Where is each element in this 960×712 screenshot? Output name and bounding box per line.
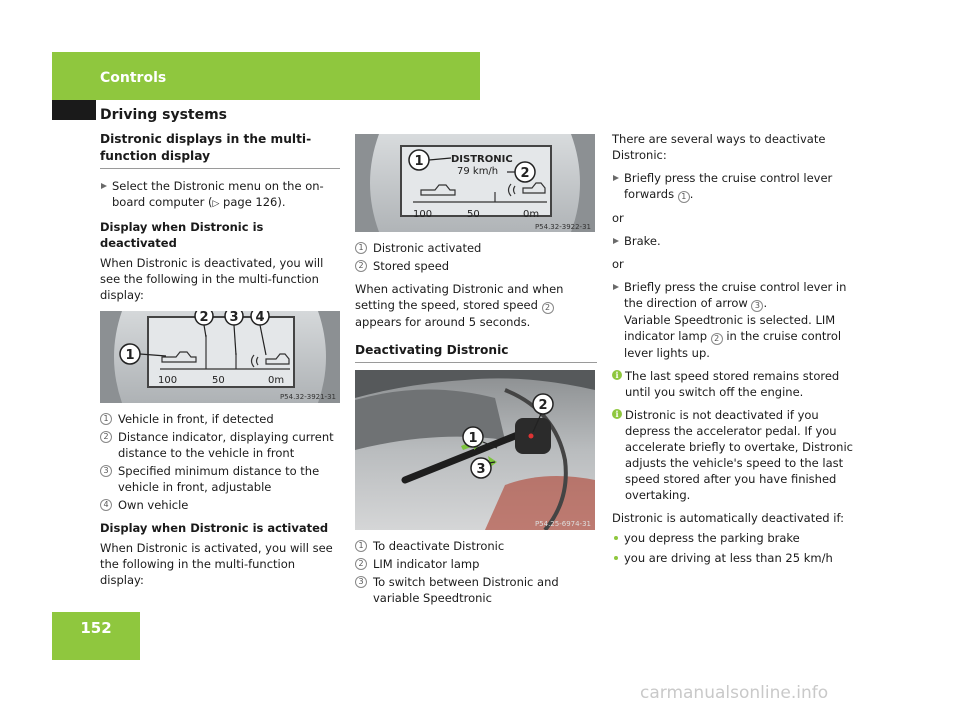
scale-label: 0m [268, 375, 285, 386]
svg-text:2: 2 [520, 166, 530, 181]
figure-display-activated [355, 134, 595, 232]
bullet-item: you depress the parking brake [612, 530, 856, 546]
section-heading: Deactivating Distronic [355, 342, 597, 363]
section-heading: Distronic displays in the multi-function display [100, 131, 340, 169]
legend-item: 1 Vehicle in front, if detected [100, 411, 340, 427]
figure-code: P54.25-6974-31 [534, 520, 591, 528]
paragraph: When Distronic is activated, you will see the following in the multi-function display: [100, 541, 333, 587]
info-icon: i [612, 409, 622, 419]
watermark: carmanualsonline.info [640, 683, 829, 703]
legend-list [355, 240, 597, 274]
instruction-step: Briefly press the cruise control lever in the direction of arrow 3 . Variable Speedtronic is selected. LIM indicator lamp 2 in the cruise control lever lights up. [612, 279, 856, 361]
legend-list [100, 411, 340, 513]
scale-label: 0m [523, 209, 540, 220]
svg-text:3: 3 [229, 311, 239, 325]
display-title: DISTRONIC [451, 154, 513, 165]
paragraph: There are several ways to deactivate Distronic: [612, 132, 826, 162]
page-title: Driving systems [100, 107, 228, 123]
legend-list [355, 538, 597, 606]
legend-item: 2 Distance indicator, displaying current distance to the vehicle in front [100, 429, 340, 461]
page-ref-arrow-icon: ▷ [212, 199, 220, 209]
scale-label: 50 [467, 209, 480, 220]
svg-text:1: 1 [414, 154, 424, 169]
info-icon: i [612, 370, 622, 380]
instruction-step: Briefly press the cruise control lever forwards 1 . [612, 170, 856, 203]
legend-item: 2 Stored speed [355, 258, 597, 274]
scale-label: 100 [413, 209, 433, 220]
figure-code: P54.32-3921-31 [279, 393, 336, 401]
paragraph: When activating Distronic and when setting the speed, stored speed 2 appears for around 5 seconds. [355, 282, 564, 329]
figure-cruise-lever [355, 370, 595, 530]
legend-item: 1 Distronic activated [355, 240, 597, 256]
legend-item: 3 Specified minimum distance to the vehicle in front, adjustable [100, 463, 340, 495]
svg-text:2: 2 [538, 398, 548, 413]
column-right [612, 131, 856, 566]
paragraph: or [612, 211, 624, 225]
paragraph: Distronic is automatically deactivated if: [612, 511, 844, 525]
instruction-step: Brake. [612, 233, 856, 249]
svg-text:4: 4 [255, 311, 265, 325]
svg-text:1: 1 [468, 431, 478, 446]
paragraph: or [612, 257, 624, 271]
legend-item: 1 To deactivate Distronic [355, 538, 597, 554]
column-middle [355, 134, 597, 606]
figure-code: P54.32-3922-31 [534, 223, 591, 231]
svg-text:1: 1 [125, 348, 135, 363]
scale-label: 50 [212, 375, 225, 386]
scale-label: 100 [158, 375, 178, 386]
svg-text:2: 2 [199, 311, 209, 325]
instruction-step: Select the Distronic menu on the on-board computer (▷ page 126). [100, 178, 340, 212]
legend-item: 4 Own vehicle [100, 497, 340, 513]
section-title: Controls [100, 70, 167, 86]
page-number: 152 [80, 619, 112, 637]
figure-display-deactivated [100, 311, 340, 403]
info-note: i The last speed stored remains stored until you switch off the engine. [612, 368, 856, 400]
display-speed: 79 km/h [457, 166, 499, 177]
svg-text:3: 3 [476, 462, 486, 477]
paragraph: When Distronic is deactivated, you will see the following in the multi-function display: [100, 256, 324, 302]
header-marker [52, 100, 96, 120]
subheading-activated: Display when Distronic is activated [100, 521, 329, 535]
bullet-item: you are driving at less than 25 km/h [612, 550, 856, 566]
legend-item: 3 To switch between Distronic and variable Speedtronic [355, 574, 597, 606]
column-left [100, 131, 340, 588]
info-note: i Distronic is not deactivated if you depress the accelerator pedal. If you accelerate briefly to overtake, Distronic adjusts the vehicle's speed to the last speed stored after you have finished overtaking. [612, 407, 856, 503]
subheading-deactivated: Display when Distronic is deactivated [100, 220, 264, 250]
legend-item: 2 LIM indicator lamp [355, 556, 597, 572]
